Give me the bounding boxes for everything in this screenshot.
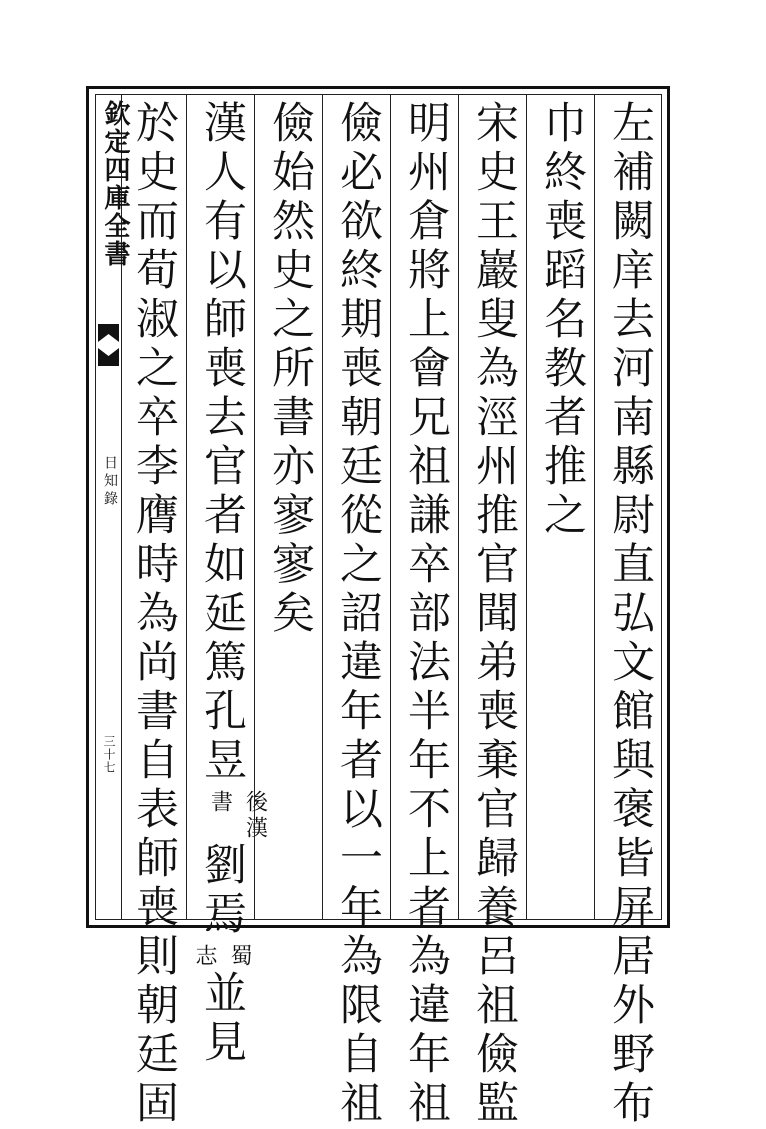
annotation-note xyxy=(189,944,255,970)
book-name: 日知錄 xyxy=(102,455,118,509)
column-text: 並見 xyxy=(197,970,247,1068)
column-rule xyxy=(526,95,527,920)
text-column-7 xyxy=(192,100,268,1068)
column-text: 於史而荀淑之卒李膺時為尚書自表師喪則朝廷固 xyxy=(129,100,179,1129)
page-number: 三十七 xyxy=(102,735,116,774)
column-rule xyxy=(390,95,391,920)
book-series-title: 欽定四庫全書 xyxy=(100,100,130,268)
annotation-line: 後漢 xyxy=(242,790,268,842)
column-rule xyxy=(322,95,323,920)
annotation-note xyxy=(174,790,271,842)
annotation-line: 蜀 xyxy=(227,944,252,970)
column-rule xyxy=(594,95,595,920)
annotation-line: 志 xyxy=(192,944,217,970)
column-text: 劉焉 xyxy=(197,842,247,940)
annotation-line: 書 xyxy=(207,790,233,816)
text-column-2 xyxy=(532,100,592,541)
text-column-1 xyxy=(600,100,660,1129)
column-text: 儉始然史之所書亦寥寥矣 xyxy=(265,100,315,639)
column-text: 儉必欲終期喪朝廷從之詔違年者以一年為限自祖 xyxy=(333,100,383,1129)
column-text: 左補闕庠去河南縣尉直弘文館與褒皆屏居外野布 xyxy=(605,100,655,1129)
column-text: 巾終喪蹈名教者推之 xyxy=(537,100,587,541)
column-text: 宋史王巖叟為涇州推官聞弟喪棄官歸養呂祖儉監 xyxy=(469,100,519,1129)
fishtail-mark-icon xyxy=(96,320,121,370)
text-column-4 xyxy=(396,100,456,1129)
column-text: 漢人有以師喪去官者如延篤孔昱 xyxy=(197,100,247,786)
text-column-6 xyxy=(260,100,320,639)
text-column-5 xyxy=(328,100,388,1129)
column-rule xyxy=(458,95,459,920)
text-column-3 xyxy=(464,100,524,1129)
text-column-8 xyxy=(124,100,184,1129)
column-text: 明州倉將上會兄祖謙卒部法半年不上者為違年祖 xyxy=(401,100,451,1129)
